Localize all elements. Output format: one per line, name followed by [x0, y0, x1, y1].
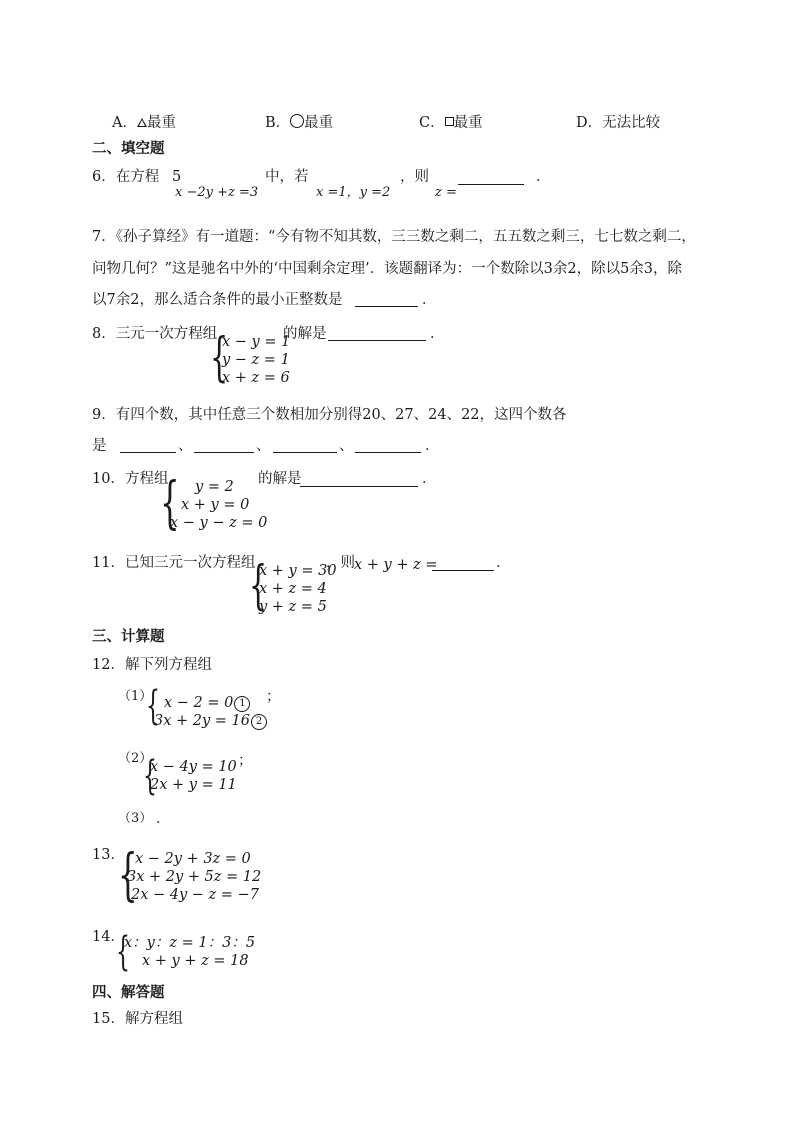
- q9-sep-1: 、: [178, 438, 193, 454]
- q6-coef: 5: [172, 169, 182, 185]
- q11-eq2: x + z = 4: [259, 581, 327, 597]
- q9-end: ．: [425, 438, 440, 454]
- q11-system: [259, 562, 337, 616]
- q11-end: ．: [496, 555, 511, 571]
- q8-eq2: y − z = 1: [222, 352, 290, 368]
- q10-answer-blank[interactable]: [300, 486, 418, 487]
- q12-p2-eq1: x − 4y = 10: [150, 759, 237, 775]
- q13-eq2: 3x + 2y + 5z = 12: [127, 869, 262, 885]
- q12-title: 12．解下列方程组: [92, 657, 212, 673]
- section-answer-heading: 四、解答题: [92, 985, 165, 1001]
- q9-blank-2[interactable]: [194, 452, 254, 453]
- q13-system: [127, 850, 261, 904]
- q7-end: ．: [422, 292, 437, 308]
- q6-mid: 中，若: [265, 169, 309, 185]
- q10-system: [170, 478, 267, 532]
- q8-answer-blank[interactable]: [328, 340, 426, 341]
- q7-answer-blank[interactable]: [355, 306, 418, 307]
- triangle-icon: [137, 118, 147, 127]
- q8-end: ．: [430, 326, 445, 342]
- q13-eq3: 2x − 4y − z = −7: [131, 887, 259, 903]
- q9-blank-3[interactable]: [273, 452, 337, 453]
- q11-eq3: y + z = 5: [259, 599, 327, 615]
- q6-then: ，则: [400, 169, 429, 185]
- q6-condition: x =1，y =2: [316, 185, 391, 200]
- q14-brace: {: [116, 929, 130, 975]
- q11-expression: x + y + z =: [354, 557, 438, 573]
- q11-brace: {: [249, 556, 268, 616]
- q15-title: 15．解方程组: [92, 1011, 183, 1027]
- q14-system: [124, 934, 255, 970]
- q6-answer-blank[interactable]: [458, 184, 524, 185]
- option-c: C． 最重: [419, 115, 483, 131]
- q12-p2-brace: {: [143, 753, 157, 799]
- q9-is: 是: [92, 438, 107, 454]
- q10-lead: 10．方程组: [92, 471, 169, 487]
- option-a: A． 最重: [112, 115, 176, 131]
- q10-eq2: x + y = 0: [181, 497, 250, 513]
- q11-tail: ，则: [326, 555, 355, 571]
- q8-brace: {: [210, 328, 229, 388]
- q10-end: ．: [422, 471, 437, 487]
- circled-number-1: 1: [234, 696, 250, 712]
- q12-p2-end: ；: [238, 753, 253, 769]
- q14-eq2: x + y + z = 18: [142, 953, 249, 969]
- circled-number-2: 2: [251, 714, 267, 730]
- q12-p1-eq1: x − 2 = 0 1: [154, 694, 267, 712]
- q8-lead: 8．三元一次方程组: [92, 326, 218, 342]
- q12-p3-end: ．: [156, 811, 171, 827]
- q9-line1: 9．有四个数，其中任意三个数相加分别得20、27、24、22，这四个数各: [92, 407, 567, 423]
- q9-sep-2: 、: [256, 438, 271, 454]
- q10-tail: 的解是: [258, 471, 302, 487]
- circle-icon: [290, 114, 304, 128]
- q12-p2-system: [150, 758, 237, 794]
- q6-z-label: z =: [435, 185, 457, 200]
- q10-eq3: x − y − z = 0: [170, 515, 268, 531]
- section-calc-heading: 三、计算题: [92, 629, 165, 645]
- q12-p2-eq2: 2x + y = 11: [150, 777, 237, 793]
- q9-blank-4[interactable]: [355, 452, 421, 453]
- q7-line3: 以7余2，那么适合条件的最小正整数是: [92, 292, 343, 308]
- q13-brace: {: [118, 843, 138, 908]
- q11-lead: 11．已知三元一次方程组: [92, 555, 256, 571]
- section-fill-heading: 二、填空题: [92, 141, 165, 157]
- option-d: D．无法比较: [576, 115, 661, 131]
- q12-p3-label: （3）: [118, 811, 153, 826]
- q13-eq1: x − 2y + 3z = 0: [135, 851, 251, 867]
- q14-eq1: x：y：z = 1：3：5: [124, 935, 256, 951]
- q8-eq1: x − y = 1: [222, 334, 291, 350]
- q11-answer-blank[interactable]: [432, 570, 494, 571]
- q7-line1: 7．《孙子算经》有一道题：“今有物不知其数，三三数之剩二，五五数之剩三，七七数之剩二，: [92, 229, 696, 245]
- q12-p1-brace: {: [146, 683, 160, 729]
- q13-num: 13．: [92, 847, 125, 863]
- q6-end: ．: [536, 169, 551, 185]
- q14-num: 14．: [92, 929, 125, 945]
- q12-p1-label: （1）: [118, 689, 153, 704]
- q12-p1-system: [154, 694, 267, 730]
- q8-system: [222, 333, 290, 387]
- q9-sep-3: 、: [339, 438, 354, 454]
- option-b: B． 最重: [265, 115, 334, 131]
- q6-equation: x −2y +z =3: [175, 185, 259, 200]
- square-icon: [445, 117, 454, 126]
- q11-eq1: x + y = 30: [259, 563, 337, 579]
- q8-tail: 的解是: [283, 326, 327, 342]
- q9-blank-1[interactable]: [120, 452, 176, 453]
- q12-p1-end: ；: [266, 689, 281, 705]
- q12-p1-eq2: 3x + 2y = 16 2: [154, 712, 267, 730]
- q10-brace: {: [160, 471, 180, 536]
- q7-line2: 问物几何？”这是驰名中外的‘中国剩余定理’．该题翻译为：一个数除以3余2，除以5余3，除: [92, 261, 683, 277]
- q8-eq3: x + z = 6: [222, 370, 290, 386]
- q10-eq1: y = 2: [195, 479, 234, 495]
- q6-num: 6．在方程: [92, 169, 160, 185]
- q12-p2-label: （2）: [118, 751, 153, 766]
